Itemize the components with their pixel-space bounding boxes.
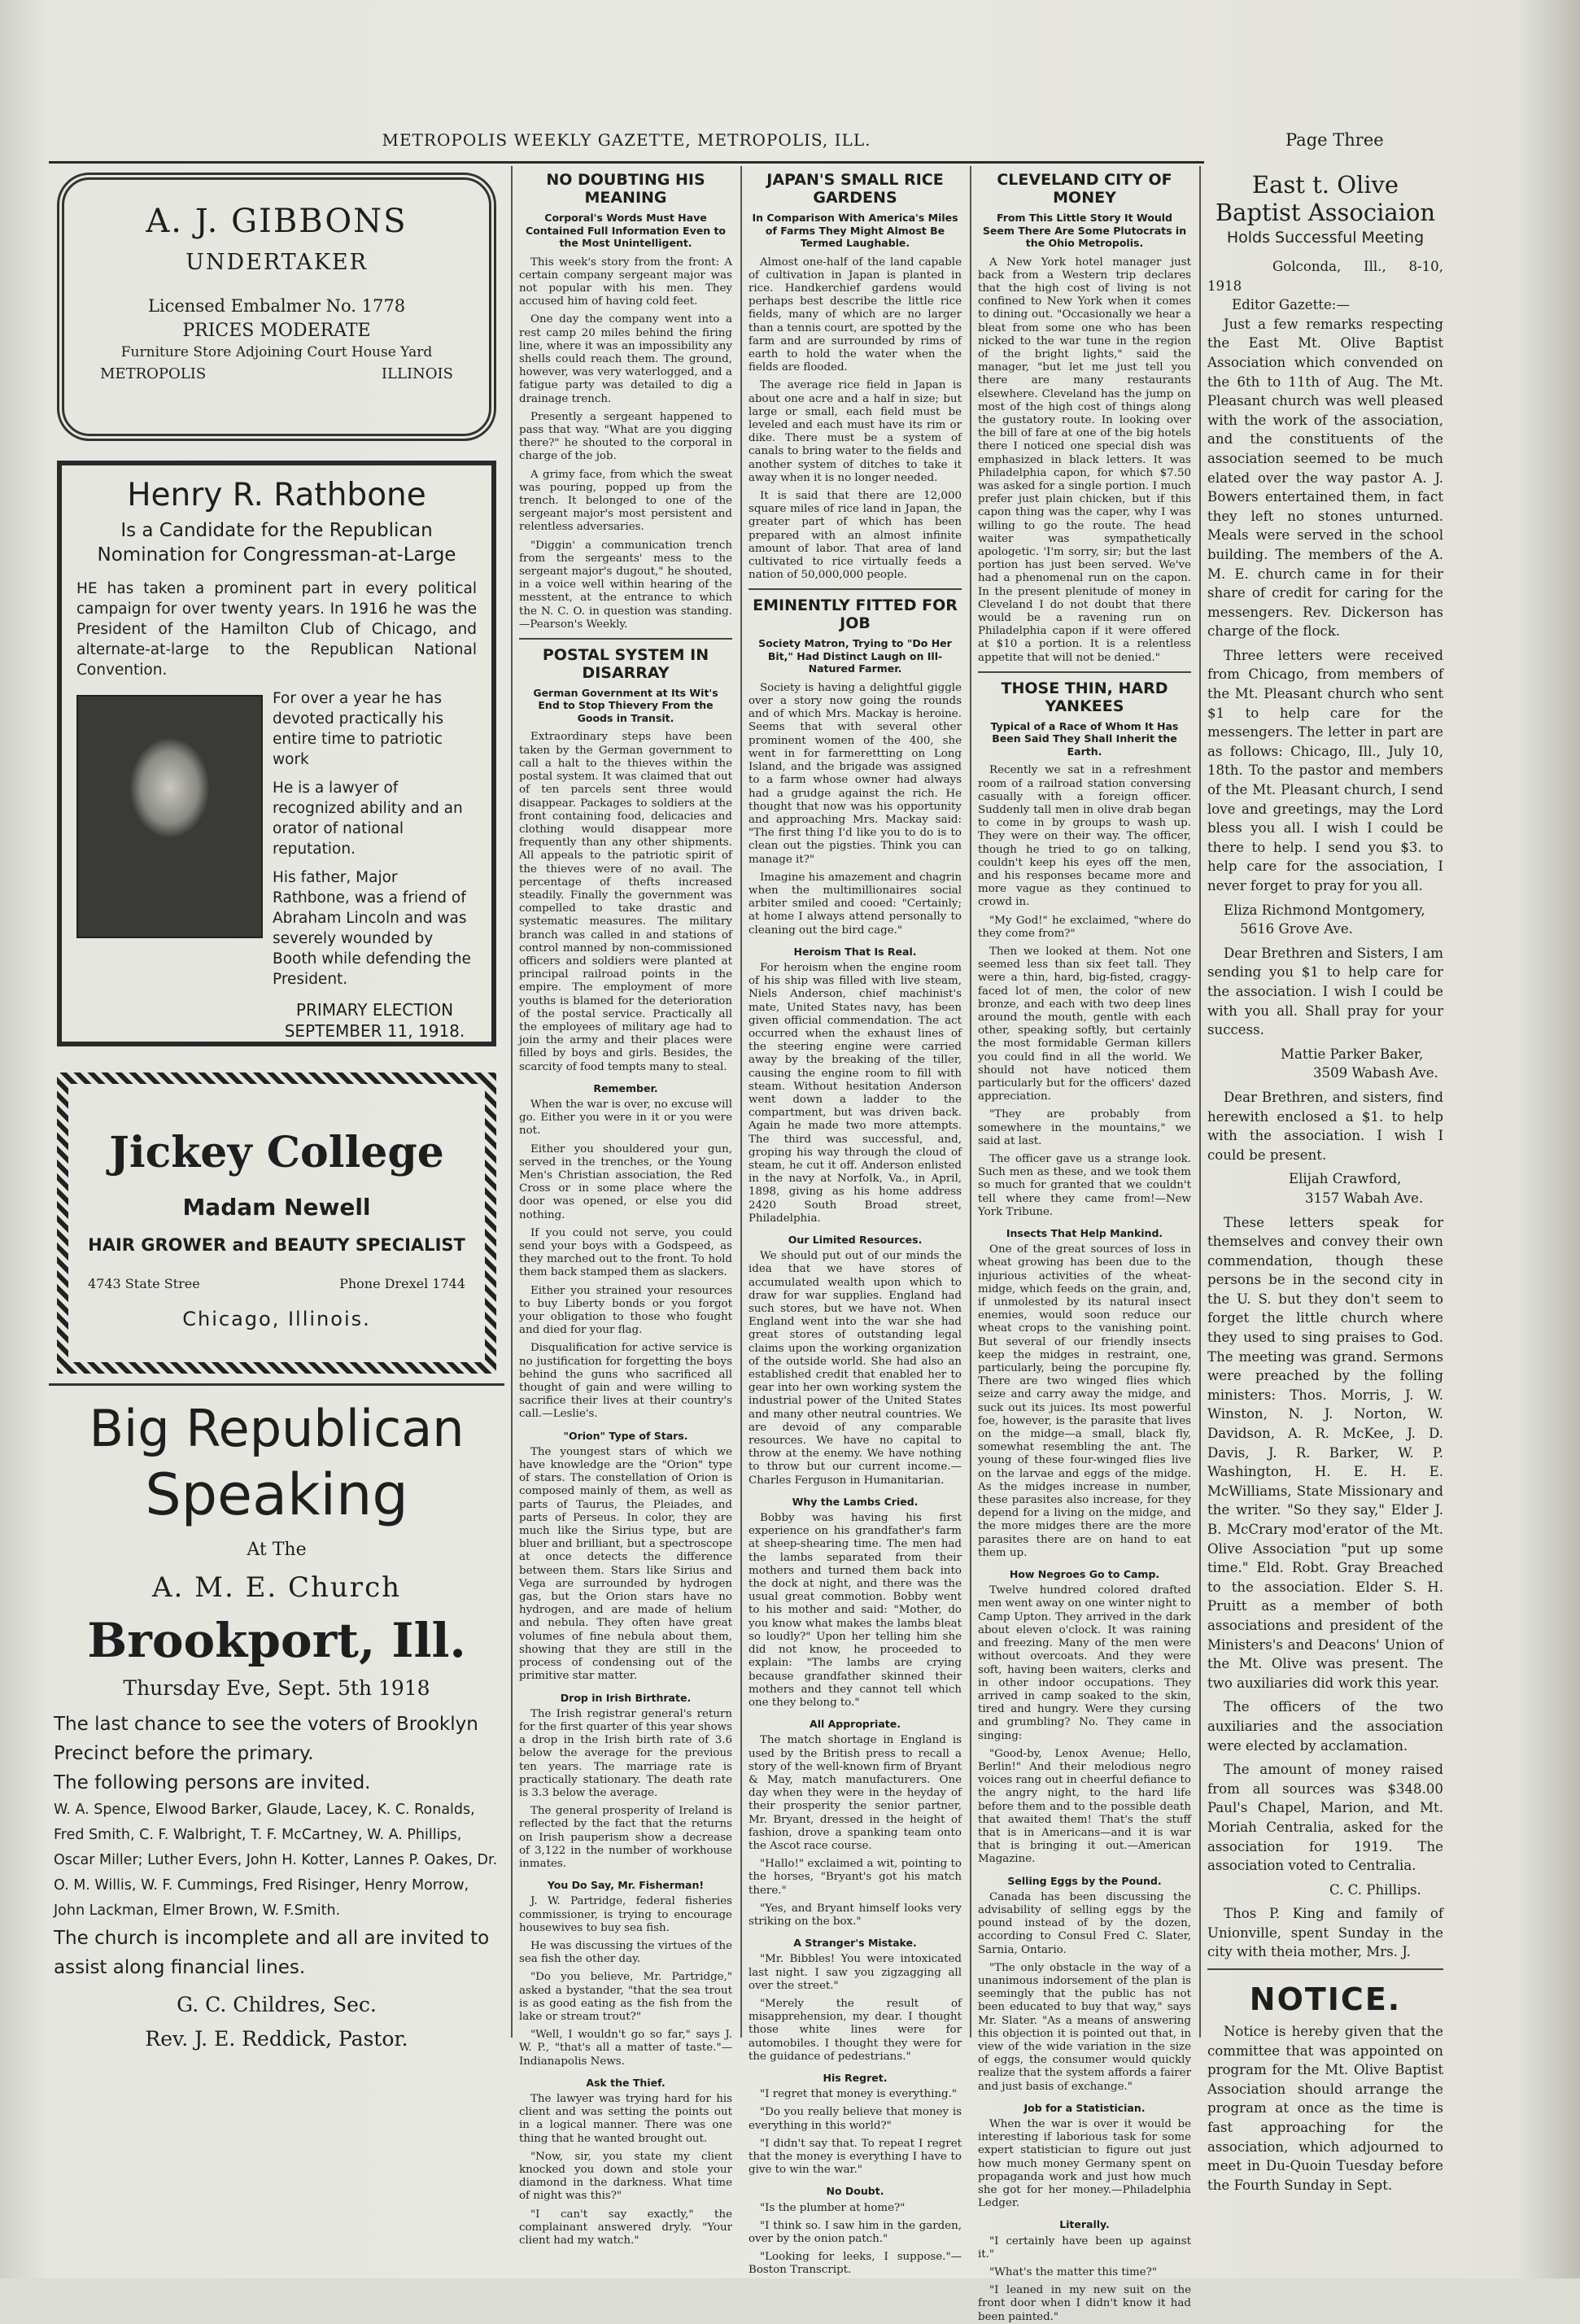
article-paragraph: A New York hotel manager just back from a Western trip declares that the high cost of living is not confined to New York when it comes to dining out. "Occasionally we hear a bleat from some one who has been nicked to the war tune in the region of the bright lights," said the manager, "but let me just tell you there are many restaurants elsewhere. Cleveland has the jump on most of the high cost of things along the gustatory route. In looking over the bill of fare at one of the big hotels there I noticed one special dish was emphasized in black letters. It was Philadelphia capon, for which $7.50 was asked for a single portion. I much prefer just plain chicken, but if this capon thing was the caper, why I was willing to go the route. The head waiter was sympathetically apologetic. 'I'm sorry, sir; but the last portion has just been served. We've had a phenomenal run on the capon. In the present plenitude of money in Cleveland I do not doubt that there would be a ravening run on Philadelphia capon if it were offered at $10 a portion. It is a relentless appetite that will not be denied." bbox=[978, 256, 1191, 664]
speaking-town: Brookport, Ill. bbox=[87, 1613, 466, 1668]
article-paragraph: Canada has been discussing the advisability of selling eggs by the pound instead of by the dozen, according to Consul Fred C. Slater, Sarnia, Ontario. bbox=[978, 1890, 1191, 1956]
article-paragraph: "What's the matter this time?" bbox=[989, 2266, 1157, 2279]
column-rule bbox=[740, 166, 742, 2038]
speaking-invited: The following persons are invited. bbox=[54, 1772, 371, 1793]
minor-headline: His Regret. bbox=[823, 2071, 888, 2084]
minor-headline: All Appropriate. bbox=[810, 1718, 901, 1731]
article-paragraph: "Do you believe, Mr. Partridge," asked a bystander, "that the sea trout is as good eating as the fish from the lake or stream trout?" bbox=[519, 1971, 732, 2023]
column-rule bbox=[970, 166, 971, 2038]
minor-headline: Insects That Help Mankind. bbox=[1006, 1227, 1163, 1239]
article-paragraph: "Do you really believe that money is everything in this world?" bbox=[749, 2106, 962, 2132]
article-paragraph: "Merely the result of misapprehension, my dear. I thought those white lines were for automobiles. I thought they were for the guidance of pedestrians." bbox=[749, 1997, 962, 2063]
signature-address: 5616 Grove Ave. bbox=[1240, 921, 1353, 937]
signature: Mattie Parker Baker, bbox=[1281, 1046, 1424, 1062]
portrait-photo bbox=[76, 695, 263, 938]
article-paragraph: The match shortage in England is used by the British press to recall a story of the well-known firm of Bryant & May, match manufacturers. One day when they were in the heyday of their prosperity the senior partner, Mr. Bryant, dressed in the height of fashion, drove a spanking team onto the Ascot race course. bbox=[749, 1734, 962, 1852]
minor-headline: Why the Lambs Cried. bbox=[792, 1495, 919, 1508]
rathbone-p2: For over a year he has devoted practically his entire time to patriotic work bbox=[273, 690, 444, 768]
minor-headline: "Orion" Type of Stars. bbox=[563, 1429, 688, 1442]
article-paragraph: It is said that there are 12,000 square miles of rice land in Japan, the greater part of which has been prepared with an almost infinite amount of labor. That area of land cultivated to rice virtually feeds a nation of 50,000,000 people. bbox=[749, 489, 962, 582]
article-paragraph: He was discussing the virtues of the sea fish the other day. bbox=[519, 1939, 732, 1966]
speaking-chance: The last chance to see the voters of Brooklyn Precinct before the primary. bbox=[54, 1714, 478, 1764]
article-paragraph: "Looking for leeks, I suppose."—Boston Transcript. bbox=[749, 2251, 962, 2277]
minor-headline: Heroism That Is Real. bbox=[793, 945, 917, 958]
rathbone-ad bbox=[57, 461, 496, 1046]
headline-postal-system: POSTAL SYSTEM IN DISARRAY bbox=[542, 645, 709, 682]
signature: C. C. Phillips. bbox=[1329, 1881, 1421, 1898]
subhead-successful-meeting: Holds Successful Meeting bbox=[1226, 229, 1425, 247]
masthead-rule bbox=[49, 161, 1204, 164]
gibbons-store: Furniture Store Adjoining Court House Yard bbox=[120, 344, 433, 360]
salutation: Editor Gazette:— bbox=[1232, 297, 1350, 313]
masthead: METROPOLIS WEEKLY GAZETTE, METROPOLIS, ILL. bbox=[382, 130, 871, 150]
article-paragraph: Then we looked at them. Not one seemed less than six feet tall. They were a thin, hard, big-fisted, craggy-faced lot of men, the color of new bronze, and each with two deep lines around the mouth, gentle with each other, speaking softly, but certainly the most formidable German killers you could find in all the world. We should not have noticed them particularly but for the officers' dazed appreciation. bbox=[978, 945, 1191, 1103]
article-paragraph: "Yes, and Bryant himself looks very striking on the box." bbox=[749, 1902, 962, 1928]
headline-cleveland: CLEVELAND CITY OF MONEY bbox=[997, 171, 1172, 207]
headline-eminently-fitted: EMINENTLY FITTED FOR JOB bbox=[753, 596, 958, 633]
notice-paragraph: Notice is hereby given that the committee that was appointed on program for the Mt. Olive Baptist Association should arrange the program at once as the time is fast approaching for the association, which adjourned to meet in Du-Quoin Tuesday before the Fourth Sunday in Sept. bbox=[1207, 2024, 1443, 2193]
speaking-names: W. A. Spence, Elwood Barker, Glaude, Lacey, K. C. Ronalds, Fred Smith, C. F. Walbright, T. F. McCartney, W. A. Phillips, Oscar Miller; Luther Evers, John H. Kotter, Lannes P. Oakes, Dr. O. M. Willis, W. F. Cummings, Fred Risinger, Henry Morrow, John Lackman, Elmer Brown, W. F.Smith. bbox=[54, 1802, 498, 1919]
article-paragraph: J. W. Partridge, federal fisheries commissioner, is trying to encourage housewives to buy sea fish. bbox=[519, 1895, 732, 1934]
gibbons-city: METROPOLIS bbox=[100, 365, 207, 382]
article-paragraph: One day the company went into a rest camp 20 miles behind the firing line, where it was an impossibility any shells could reach them. The ground, however, was very waterlogged, and a fatigue party was detailed to dig a drainage trench. bbox=[519, 313, 732, 405]
letter-paragraph: Three letters were received from Chicago, from members of the Mt. Pleasant church who sent $1 to help care for the messengers. The letter in part are as follows: Chicago, Ill., July 10, 18th. To the pastor and members of the Mt. Pleasant church, I send love and greetings, may the Lord bless you all. I wish I could be there to help. I send you $3. to help care for the association, I never forget to pray for you all. bbox=[1207, 647, 1443, 893]
column-rule bbox=[511, 166, 513, 2038]
column-3 bbox=[749, 166, 962, 2277]
college-city: Chicago, Illinois. bbox=[182, 1308, 371, 1330]
article-paragraph: "They are probably from somewhere in the mountains," we said at last. bbox=[978, 1108, 1191, 1147]
article-paragraph: We should put out of our minds the idea that we have stores of accumulated wealth upon which to draw for war supplies. England had such stores, but we have not. When England went into the war she had great stores of outstanding legal claims upon the working organization of the outside world. She had also an established credit that enabled her to gear into her own working system the industrial power of the United States and many other neutral countries. We are devoid of any comparable resources. We have no capital to throw at the enemy. We have nothing to throw but our current income.—Charles Ferguson in Humanitarian. bbox=[749, 1250, 962, 1487]
college-specialty: HAIR GROWER and BEAUTY SPECIALIST bbox=[88, 1235, 465, 1255]
article-paragraph: "I can't say exactly," the complainant answered dryly. "Your client had my watch." bbox=[519, 2208, 732, 2248]
college-name: Jickey College bbox=[109, 1128, 444, 1177]
speaking-closing: The church is incomplete and all are invited to assist along financial lines. bbox=[54, 1928, 490, 1978]
article-paragraph: "Now, sir, you state my client knocked you down and stole your diamond in the darkness. What time of night was this?" bbox=[519, 2150, 732, 2203]
article-paragraph: Twelve hundred colored drafted men went away on one winter night to Camp Upton. They arrived in the dark about eleven o'clock. It was raining and freezing. Many of the men were without overcoats. And they were soft, having been waiters, clerks and in other indoor occupations. They arrived in camp soaked to the skin, tired and hungry. Were they cursing and grumbling? No. They came in singing: bbox=[978, 1584, 1191, 1742]
speaking-date: Thursday Eve, Sept. 5th 1918 bbox=[123, 1676, 430, 1700]
local-news-paragraph: Thos P. King and family of Unionville, spent Sunday in the city with theia mother, Mrs. J. bbox=[1207, 1906, 1443, 1960]
article-paragraph: Presently a sergeant happened to pass that way. "What are you digging there?" he shouted to the corporal in charge of the job. bbox=[519, 410, 732, 463]
college-proprietor: Madam Newell bbox=[182, 1194, 371, 1221]
article-paragraph: The officer gave us a strange look. Such men as these, and we took them so much for granted that we couldn't tell where they came from!—New York Tribune. bbox=[978, 1152, 1191, 1218]
article-paragraph: "The only obstacle in the way of a unanimous indorsement of the plan is seemingly that the public has not been educated to buy that way," says Mr. Slater. "As a means of answering this objection it is pointed out that, in view of the wide variation in the size of eggs, the consumer would quickly realize that the system affords a fairer and just basis of exchange." bbox=[978, 1961, 1191, 2093]
gibbons-prices: PRICES MODERATE bbox=[182, 321, 371, 341]
subhead-plutocrats: From This Little Story It Would Seem There Are Some Plutocrats in the Ohio Metropolis. bbox=[982, 212, 1187, 249]
speaking-at: At The bbox=[247, 1540, 307, 1560]
article-paragraph: The average rice field in Japan is about one acre and a half in size; but large or small, each field must be leveled and each must have its rim or dike. There must be a system of canals to bring water to the fields and another system of ditches to take it away when it is no longer needed. bbox=[749, 379, 962, 484]
letter-paragraph: The amount of money raised from all sources was $348.00 Paul's Chapel, Marion, and Mt. Moriah Centralia, asked for the association for 1919. The association voted to Centralia. bbox=[1207, 1762, 1443, 1874]
rathbone-election-date: SEPTEMBER 11, 1918. bbox=[284, 1021, 465, 1041]
article-paragraph: The general prosperity of Ireland is reflected by the fact that the returns on Irish pauperism show a decrease of 3,122 in the number of workhouse inmates. bbox=[519, 1805, 732, 1870]
article-paragraph: Imagine his amazement and chagrin when the multimillionaires social arbiter smiled and cooed: "Certainly; at home I always attend personally to cleaning out the bird cage." bbox=[749, 871, 962, 937]
rathbone-p3: He is a lawyer of recognized ability and an orator of national reputation. bbox=[273, 780, 463, 858]
signature: Elijah Crawford, bbox=[1289, 1171, 1402, 1187]
minor-headline: Our Limited Resources. bbox=[788, 1234, 923, 1246]
gibbons-license: Licensed Embalmer No. 1778 bbox=[147, 296, 406, 316]
article-divider bbox=[749, 588, 962, 590]
rathbone-name: Henry R. Rathbone bbox=[127, 477, 426, 513]
headline-east-olive: East t. Olive Baptist Associaion bbox=[1215, 171, 1436, 226]
article-divider bbox=[1207, 1968, 1443, 1970]
gibbons-name: A. J. GIBBONS bbox=[146, 203, 408, 240]
gibbons-ad bbox=[57, 173, 496, 441]
notice-heading: NOTICE. bbox=[1249, 1981, 1402, 2018]
signature: Eliza Richmond Montgomery, bbox=[1224, 902, 1425, 918]
speaking-secretary: G. C. Childres, Sec. bbox=[177, 1993, 377, 2016]
letter-paragraph: The officers of the two auxiliaries and the association were elected by acclamation. bbox=[1207, 1699, 1443, 1754]
article-paragraph: This week's story from the front: A certain company sergeant major was not popular with his men. They accused him of having cold feet. bbox=[519, 256, 732, 308]
article-paragraph: "I certainly have been up against it." bbox=[978, 2234, 1191, 2261]
signature-address: 3509 Wabash Ave. bbox=[1313, 1065, 1438, 1081]
article-divider bbox=[978, 671, 1191, 673]
article-paragraph: "I think so. I saw him in the garden, over by the onion patch." bbox=[749, 2219, 962, 2246]
article-paragraph: Recently we sat in a refreshment room of a railroad station conversing casually with a foreign officer. Suddenly tall men in olive drab began to come in by groups to wash up. They were on their way. The officer, though he tried to go on talking, couldn't keep his eyes off the men, and his responses became more and more vague as they continued to crowd in. bbox=[978, 764, 1191, 909]
minor-headline: You Do Say, Mr. Fisherman! bbox=[547, 1879, 705, 1892]
headline-no-doubting: NO DOUBTING HIS MEANING bbox=[546, 171, 705, 207]
minor-headline: Literally. bbox=[1059, 2218, 1110, 2231]
article-paragraph: Either you strained your resources to buy Liberty bonds or you forgot your obligation to those who fought and died for your flag. bbox=[519, 1284, 732, 1337]
article-paragraph: A grimy face, from which the sweat was pouring, popped up from the trench. It belonged to one of the sergeant major's most persistent and relentless adversaries. bbox=[519, 468, 732, 534]
article-paragraph: "I leaned in my new suit on the front door when I didn't know it had been painted." bbox=[978, 2284, 1191, 2323]
article-paragraph: When the war is over, no excuse will go. Either you were in it or you were not. bbox=[519, 1098, 732, 1138]
college-address: 4743 State Stree bbox=[88, 1276, 200, 1291]
article-paragraph: Almost one-half of the land capable of cultivation in Japan is planted in rice. Handkerchief gardens would perhaps best describe the little rice fields, many of which are no larger than a tennis court, are spotted by the farm and are surrounded by rims of earth to hold the water when the fields are flooded. bbox=[749, 256, 962, 374]
subhead-america-miles: In Comparison With America's Miles of Farms They Might Almost Be Termed Laughable. bbox=[752, 212, 958, 249]
college-ad bbox=[57, 1072, 496, 1374]
speaking-pastor: Rev. J. E. Reddick, Pastor. bbox=[145, 2027, 408, 2051]
subhead-inherit-earth: Typical of a Race of Whom It Has Been Said They Shall Inherit the Earth. bbox=[990, 719, 1179, 758]
minor-headline: Job for a Statistician. bbox=[1024, 2101, 1146, 2114]
minor-headline: How Negroes Go to Camp. bbox=[1009, 1568, 1160, 1581]
minor-headline: Remember. bbox=[593, 1081, 658, 1094]
rathbone-line1: Is a Candidate for the Republican bbox=[120, 520, 433, 541]
speaking-line1: Big Republican bbox=[89, 1399, 465, 1458]
gibbons-trade: UNDERTAKER bbox=[185, 250, 368, 275]
speaking-line2: Speaking bbox=[145, 1461, 408, 1528]
minor-headline: No Doubt. bbox=[826, 2185, 884, 2198]
article-paragraph: For heroism when the engine room of his ship was filled with live steam, Niels Anderson, chief machinist's mate, United States navy, has been given official commendation. The act occurred when the exhaust lines of the steering engine were carried away by the breaking of the tiller, causing the engine room to fill with steam. Without hesitation Anderson went down a ladder to the compartment, but was driven back. Again he made two more attempts. The third was successful, and, groping his way through the cloud of steam, he cut it off. Anderson enlisted in the navy at Norfolk, Va., in April, 1898, giving as his home address 2420 South Broad street, Philadelphia. bbox=[749, 961, 962, 1225]
column-5 bbox=[1207, 166, 1443, 2193]
rathbone-p4: His father, Major Rathbone, was a friend of Abraham Lincoln and was severely wounded by Booth while defending the President. bbox=[273, 869, 471, 988]
college-phone: Phone Drexel 1744 bbox=[339, 1276, 465, 1291]
article-paragraph: One of the great sources of loss in wheat growing has been due to the injurious activities of the wheat-midge, which feeds on the grain, and, if unmolested by its natural insect enemies, would soon reduce our wheat crops to the vanishing point. But several of our friendly insects keep the midges in restraint, one, particularly, being the porcupine fly. There are two winged flies which seize and carry away the midge, and suck out its juices. Its most powerful foe, however, is the parasite that lives on the midge—a small, black fly, somewhat resembling the ant. The young of these four-winged flies live on the larvae and eggs of the midge. As the midges increase in number, these parasites also increase, for they depend for a living on the midge, and the more midges there are the more parasites there are on hand to eat them up. bbox=[978, 1243, 1191, 1559]
rathbone-election: PRIMARY ELECTION bbox=[295, 1000, 454, 1020]
article-paragraph: When the war is over it would be interesting if laborious task for some expert statistician to figure out just how much money Germany spent on propaganda work and just how much she got for her money.—Philadelphia Ledger. bbox=[978, 2118, 1191, 2210]
letter-paragraph: Dear Brethren and Sisters, I am sending you $1 to help care for the association. I wish I could be with you all. Shall pray for your success. bbox=[1207, 945, 1443, 1038]
article-paragraph: "Good-by, Lenox Avenue; Hello, Berlin!" And their melodious negro voices rang out in cheerful defiance to the angry night, to the hard life before them and to the possible death that awaited them! That's the stuff that is in Americans—and it is war that is bringing it out.—American Magazine. bbox=[978, 1747, 1191, 1866]
column-4 bbox=[978, 166, 1191, 2323]
article-paragraph: If you could not serve, you could send your boys with a Godspeed, as they marched out to the front. To hold them back stamped them as slackers. bbox=[519, 1226, 732, 1279]
dateline: Golconda, Ill., 8-10, 1918 bbox=[1207, 259, 1443, 294]
column-2 bbox=[519, 166, 732, 2248]
article-paragraph: The Irish registrar general's return for the first quarter of this year shows a drop in the Irish birth rate of 3.6 below the average for the previous ten years. The marriage rate is practically stationary. The death rate is 3.3 below the average. bbox=[519, 1707, 732, 1799]
subhead-society-matron: Society Matron, Trying to "Do Her Bit," Had Distinct Laugh on Ill-Natured Farmer. bbox=[758, 637, 952, 675]
rathbone-line2: Nomination for Congressman-at-Large bbox=[97, 544, 456, 566]
article-paragraph: Extraordinary steps have been taken by the German government to call a halt to the thieves within the postal system. It was claimed that out of ten parcels sent three would disappear. Packages to soldiers at the front containing food, delicacies and clothing would disappear more frequently than any other shipments. All appeals to the patriotic spirit of the thieves were of no avail. The percentage of thefts increased steadily. Finally the government was compelled to take drastic and systematic measures. The military branch was called in and stations of control manned by non-commissioned officers and soldiers were planted at principal railroad points in the empire. The employment of more youths is blamed for the deterioration of the postal service. Practically all the employees of military age had to join the army and their places were filled by boys and girls. Besides, the scarcity of food tempts many to steal. bbox=[519, 731, 732, 1073]
article-paragraph: Disqualification for active service is no justification for forgetting the boys behind the guns who sacrificed all thought of gain and were willing to sacrifice their lives at their country's call.—Leslie's. bbox=[519, 1342, 732, 1421]
letter-paragraph: Dear Brethren, and sisters, find herewith enclosed a $1. to help with the association. I wish I could be present. bbox=[1207, 1089, 1443, 1163]
rathbone-intro: HE has taken a prominent part in every political campaign for over twenty years. In 1916 he was the President of the Hamilton Club of Chicago, and alternate-at-large to the Republican National Convention. bbox=[76, 580, 477, 679]
article-paragraph: Either you shouldered your gun, served in the trenches, or the Young Men's Christian association, the Red Cross or in some place where the door was opened, or else you did nothing. bbox=[519, 1142, 732, 1221]
article-paragraph: Society is having a delightful giggle over a story now going the rounds and of which Mrs. Mackay is heroine. Seems that with several other prominent women of the 400, she went in for farmerettting on Long Island, and the brigade was assigned to a farm whose owner had always had a grudge against the rich. He thought that now was his opportunity and approaching Mrs. Mackay said: "The first thing I'd like you to do is to clean out the pigsties. Think you can manage it?" bbox=[749, 681, 962, 866]
subhead-german-government: German Government at Its Wit's End to Stop Thievery From the Goods in Transit. bbox=[533, 686, 718, 724]
article-divider bbox=[519, 638, 732, 640]
headline-thin-yankees: THOSE THIN, HARD YANKEES bbox=[1001, 679, 1168, 715]
letter-paragraph: These letters speak for themselves and convey their own commendation, though these persons be in the second city in the U. S. but they don't seem to forget the little church where they used to sing praises to God. The meeting was grand. Sermons were preached by the folling ministers: Thos. Morris, J. W. Winston, N. J. Norton, W. Davidson, A. R. McKee, J. D. Davis, J. R. Barker, W. P. Washington, H. E. H. E. McWilliams, State Missionary and the writer. "So they say," Elder J. B. McCrary mod'erator of the Mt. Olive Association "put up some time." Eld. Robt. Gray Breached to the association. Elder S. H. Pruitt as a member of both associations and president of the Ministers's and Deacons' Union of the Mt. Olive was present. The two auxiliaries did work this year. bbox=[1207, 1214, 1443, 1691]
speaking-ad bbox=[49, 1383, 504, 2116]
signature-address: 3157 Wabah Ave. bbox=[1305, 1190, 1424, 1206]
minor-headline: Ask the Thief. bbox=[586, 2076, 666, 2089]
article-paragraph: "Is the plumber at home?" bbox=[760, 2201, 906, 2214]
article-paragraph: "I regret that money is everything." bbox=[760, 2088, 958, 2101]
minor-headline: Drop in Irish Birthrate. bbox=[560, 1691, 692, 1704]
headline-japan-rice: JAPAN'S SMALL RICE GARDENS bbox=[766, 171, 944, 207]
speaking-church: A. M. E. Church bbox=[151, 1571, 402, 1604]
gibbons-state: ILLINOIS bbox=[381, 365, 453, 382]
article-paragraph: "Diggin' a communication trench from the sergeants' mess to the sergeant major's dugout," he shouted, in a voice well within hearing of the messtent, at the entrance to which the N. C. O. in question was standing.—Pearson's Weekly. bbox=[519, 539, 732, 631]
minor-headline: A Stranger's Mistake. bbox=[793, 1937, 917, 1950]
letter-paragraph: Just a few remarks respecting the East Mt. Olive Baptist Association which convended on the 6th to 11th of Aug. The Mt. Pleasant church was well pleased with the work of the association, and the constituents of the association seemed to be much elated over the way pastor A. J. Bowers entertained them, in fact they left no stones unturned. Meals were served in the school building. The members of the A. M. E. church came in for their share of credit for caring for the messengers. Rev. Dickerson has charge of the flock. bbox=[1207, 316, 1443, 640]
subhead-corporal: Corporal's Words Must Have Contained Full Information Even to the Most Unintelligent. bbox=[525, 212, 727, 249]
article-paragraph: The lawyer was trying hard for his client and was setting the points out in a logical manner. There was one thing that he wanted brought out. bbox=[519, 2092, 732, 2145]
article-paragraph: "My God!" he exclaimed, "where do they come from?" bbox=[978, 914, 1191, 940]
article-paragraph: "Mr. Bibbles! You were intoxicated last night. I saw you zigzagging all over the street." bbox=[749, 1953, 962, 1992]
article-paragraph: "I didn't say that. To repeat I regret that the money is everything I have to give to win the war." bbox=[749, 2137, 962, 2177]
article-paragraph: The youngest stars of which we have knowledge are the "Orion" type of stars. The constellation of Orion is composed mainly of them, as well as parts of Taurus, the Pleiades, and parts of Perseus. In color, they are much like the Sirius type, but are bluer and brilliant, but a spectroscope at once detects the difference between them. Stars like Sirius and Vega are surrounded by hydrogen gas, but the Orion stars have no hydrogen, and are made of helium and nebula. They often have great volumes of fine nebula about them, showing that they are still in the process of condensing out of the primitive star matter. bbox=[519, 1445, 732, 1683]
minor-headline: Selling Eggs by the Pound. bbox=[1007, 1874, 1162, 1887]
page-number: Page Three bbox=[1285, 130, 1384, 150]
article-paragraph: "Well, I wouldn't go so far," says J. W. P., "that's all a matter of taste."—Indianapolis News. bbox=[519, 2029, 732, 2068]
column-rule bbox=[1199, 166, 1201, 2038]
article-paragraph: "Hallo!" exclaimed a wit, pointing to the horses, "Bryant's got his match there." bbox=[749, 1858, 962, 1897]
article-paragraph: Bobby was having his first experience on his grandfather's farm at sheep-shearing time. The men had the lambs separated from their mothers and turned them back into the dock at night, and there was the usual great commotion. Bobby went to his mother and said: "Mother, do you know what makes the lambs bleat so loudly?" Upon her telling him she did not know, he proceeded to explain: "The lambs are crying because grandfather skinned their mothers and they cannot tell which one they belong to." bbox=[749, 1512, 962, 1709]
